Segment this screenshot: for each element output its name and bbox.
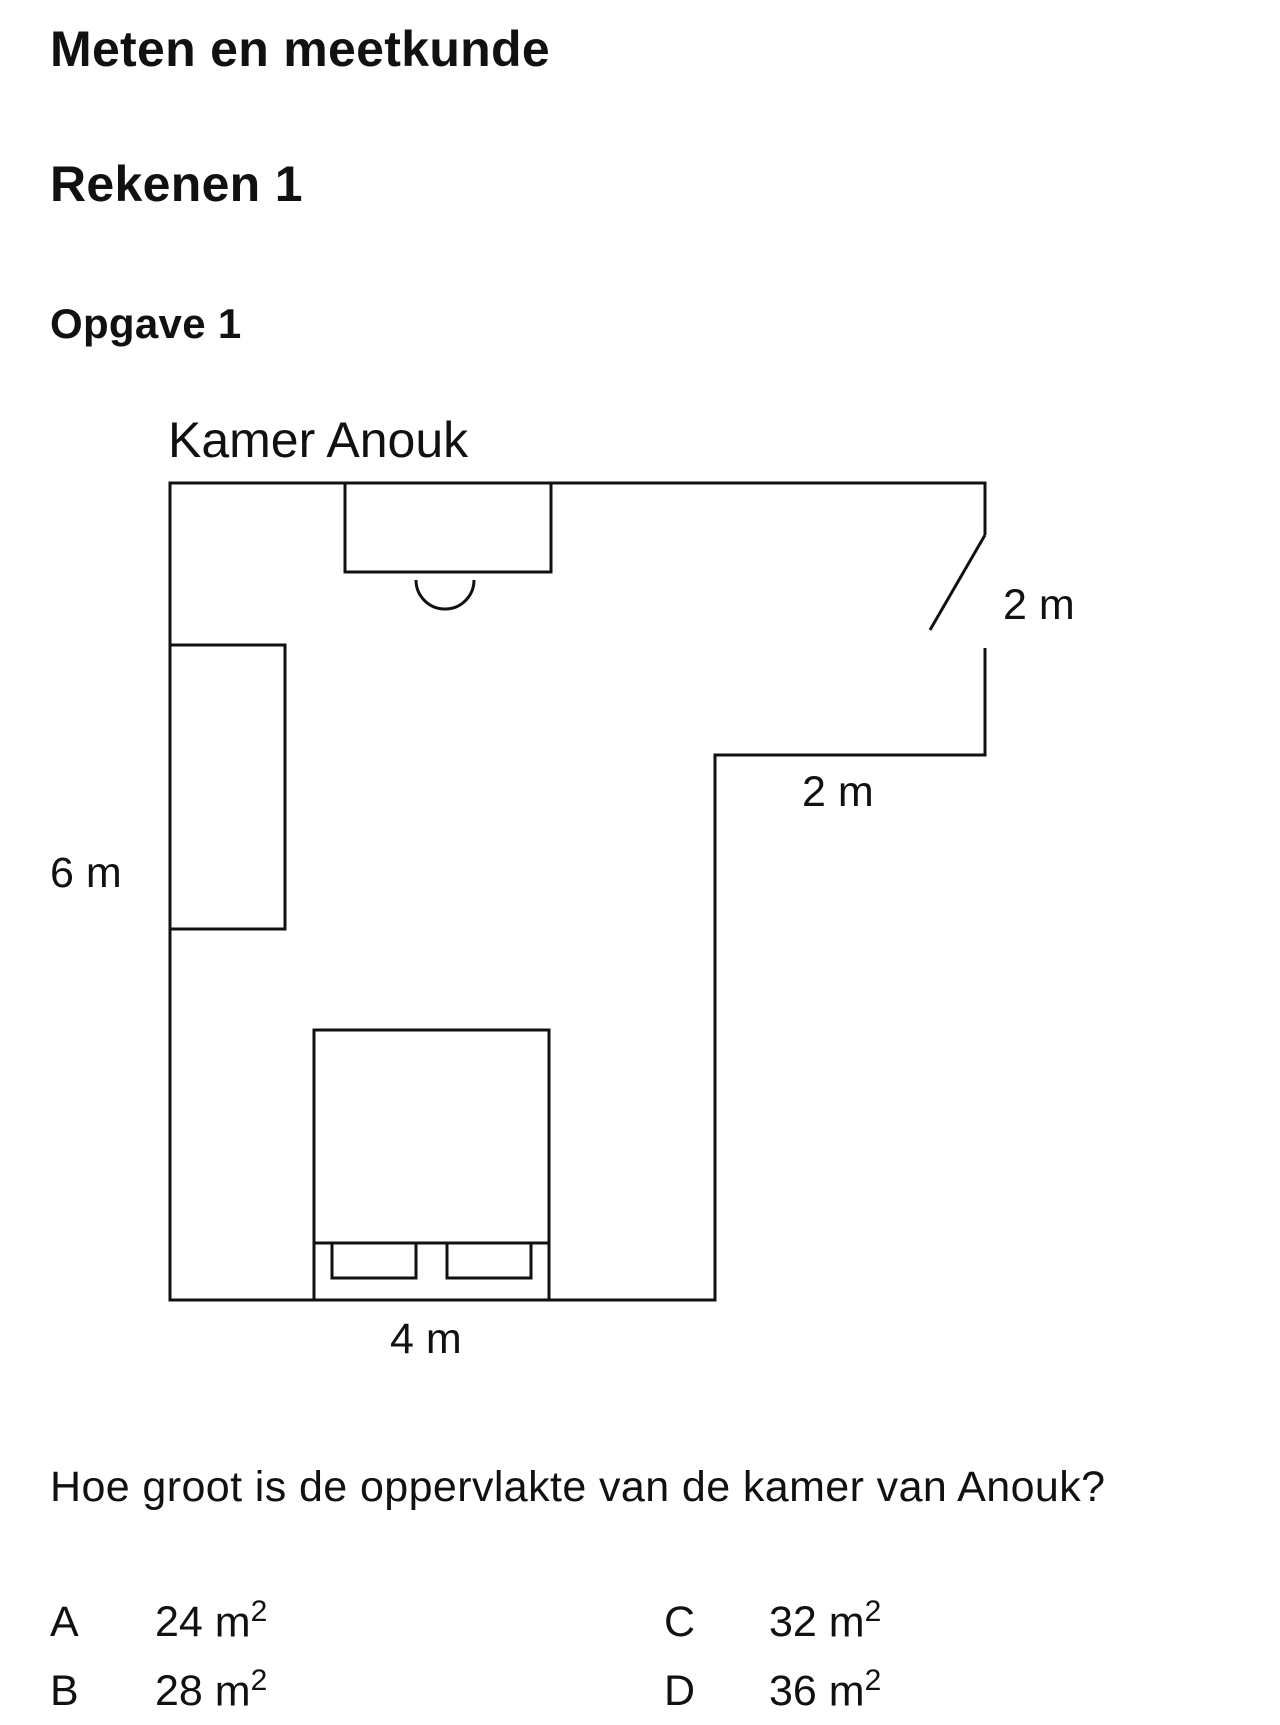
option-exponent: 2 [864,1664,882,1697]
door [930,535,985,630]
option-unit: m [214,1598,251,1647]
desk-chair [416,580,474,609]
option-exponent: 2 [250,1595,268,1628]
wardrobe [170,645,285,929]
answer-option-d[interactable] [664,1664,881,1716]
question-text: Hoe groot is de oppervlakte van de kamer van Anouk? [50,1463,1106,1511]
option-value: 36 [769,1667,817,1716]
answer-option-b[interactable] [50,1664,267,1716]
room-height-label: 6 m [50,849,122,897]
option-exponent: 2 [250,1664,268,1697]
room-outline [170,483,985,1300]
bed-pillow-right [447,1243,531,1278]
option-unit: m [828,1598,865,1647]
section-heading: Meten en meetkunde [50,21,550,77]
exercise-heading: Opgave 1 [50,300,242,347]
subsection-heading: Rekenen 1 [50,156,303,212]
option-exponent: 2 [864,1595,882,1628]
option-value: 32 [769,1598,817,1647]
option-unit: m [214,1667,251,1716]
bed [314,1030,549,1300]
notch-width-label: 2 m [802,768,874,816]
option-letter: B [50,1667,79,1716]
room-width-label: 4 m [390,1315,462,1363]
option-unit: m [828,1667,865,1716]
bed-pillow-left [332,1243,416,1278]
option-value: 24 [155,1598,203,1647]
option-letter: D [664,1667,696,1716]
door-width-label: 2 m [1003,581,1075,629]
floor-plan-title: Kamer Anouk [168,412,469,468]
option-value: 28 [155,1667,203,1716]
option-letter: A [50,1598,79,1647]
option-letter: C [664,1598,696,1647]
desk [345,483,551,572]
answer-option-c[interactable] [664,1595,881,1647]
answer-option-a[interactable] [50,1595,267,1647]
